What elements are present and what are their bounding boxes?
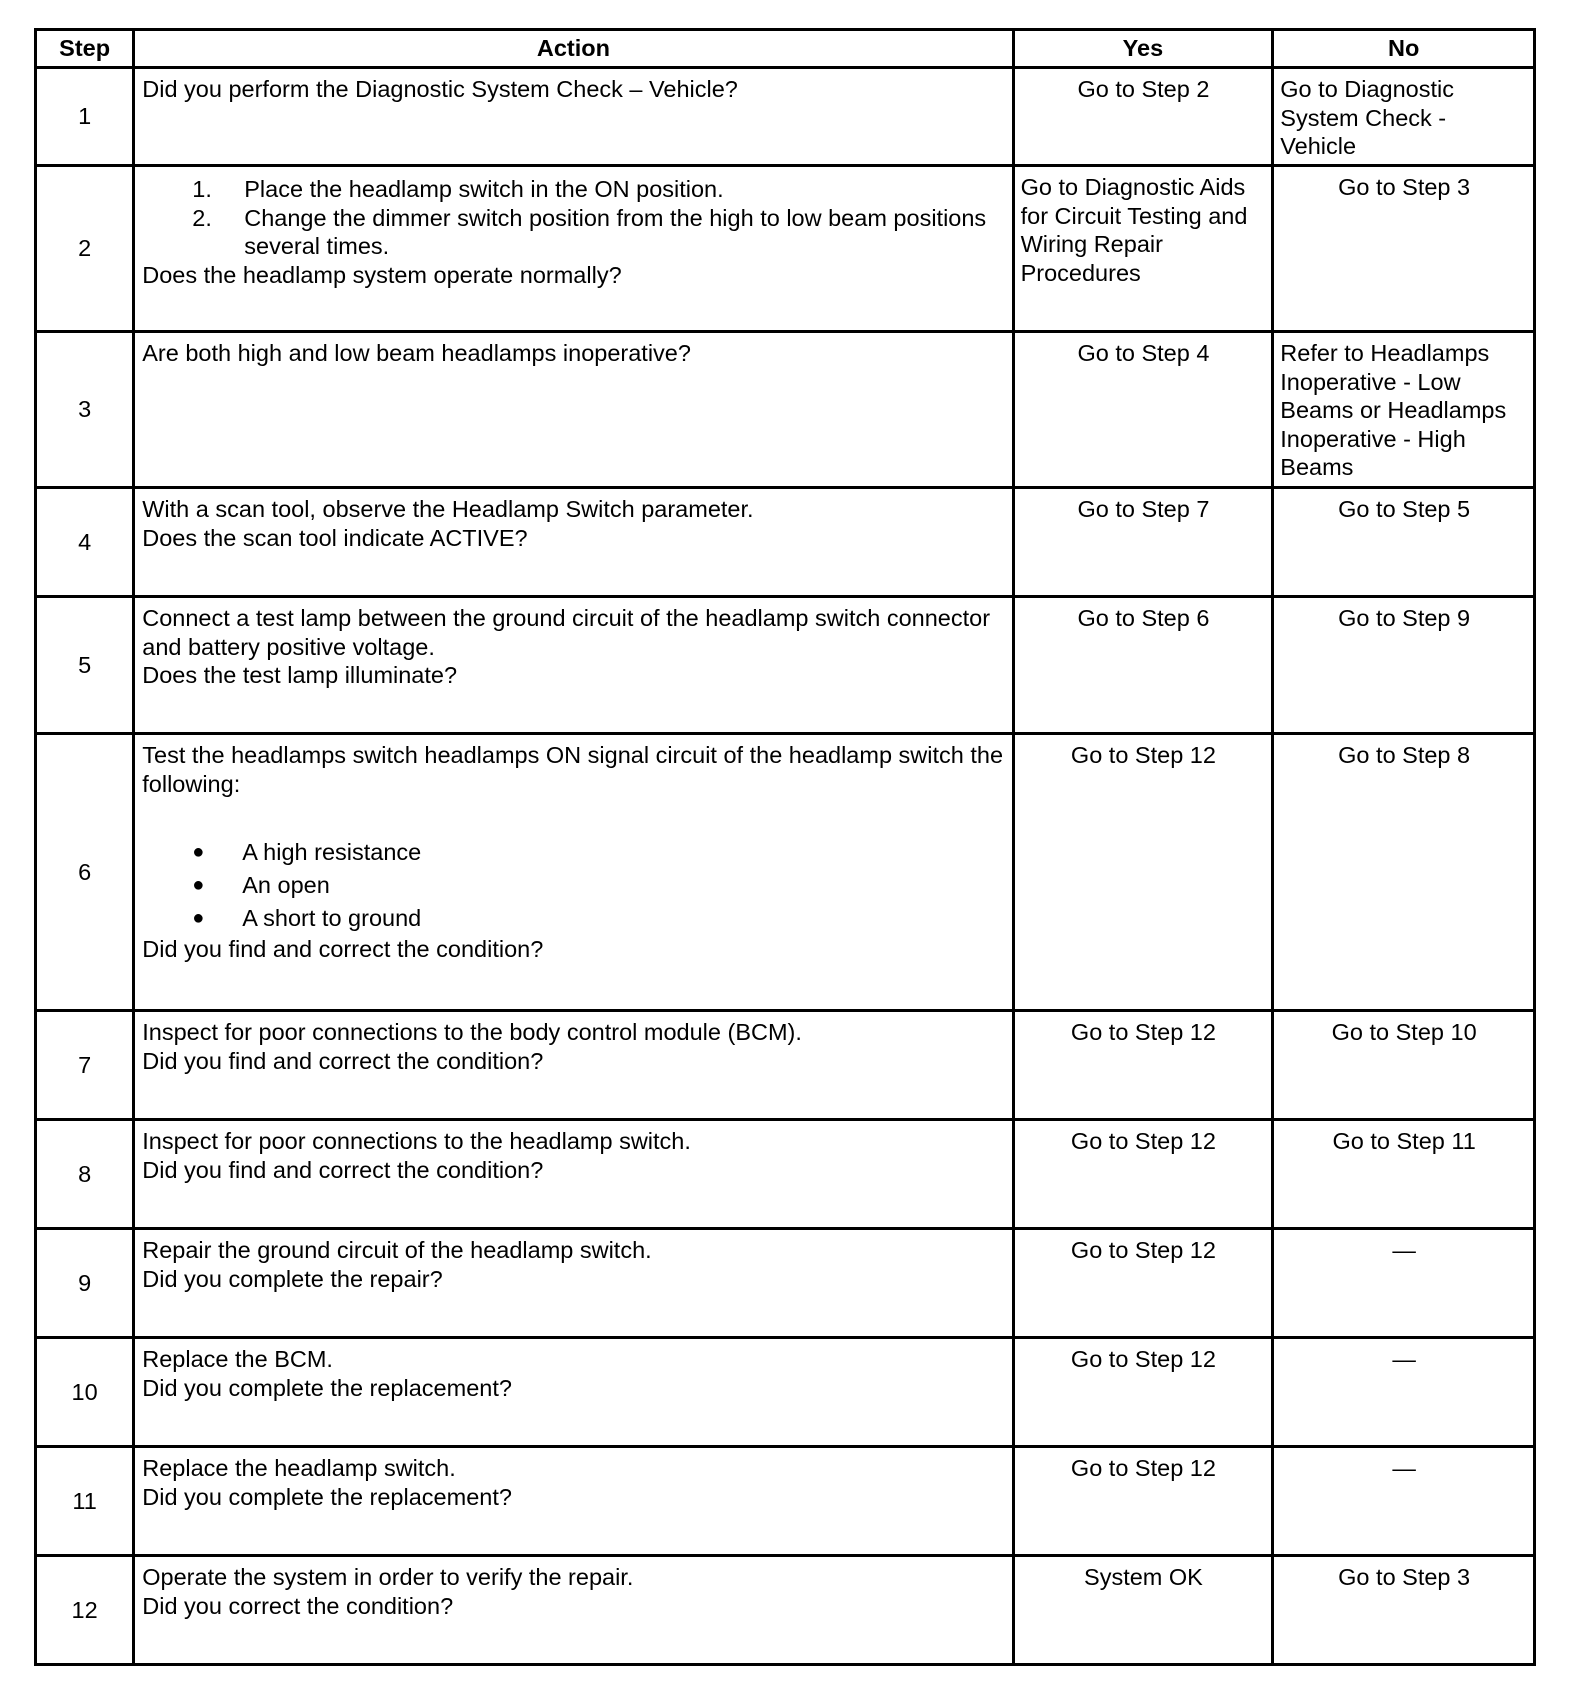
list-item: [142, 175, 1005, 204]
question-text: Did you complete the repair?: [142, 1265, 443, 1292]
list-item-text: An open: [242, 872, 330, 899]
action-cell: [134, 332, 1013, 488]
action-text: With a scan tool, observe the Headlamp Switch parameter.: [142, 496, 754, 522]
yes-text: Go to Step 2: [1077, 76, 1210, 102]
action-text: Replace the BCM.: [142, 1346, 333, 1372]
table-row: [36, 597, 1535, 734]
table-row: [36, 1447, 1535, 1556]
list-item-number: 1.: [192, 176, 212, 202]
header-yes: Yes: [1013, 30, 1273, 68]
action-text: Inspect for poor connections to the headlamp switch.: [142, 1128, 691, 1154]
question-text: Did you correct the condition?: [142, 1592, 454, 1619]
bullet-icon: ●: [192, 874, 205, 897]
yes-text: Go to Step 12: [1070, 1346, 1216, 1372]
list-item: [142, 902, 1005, 935]
table-row: [36, 1229, 1535, 1338]
no-text: —: [1392, 1346, 1416, 1372]
list-item: [142, 204, 1005, 261]
question-text: Does the headlamp system operate normally?: [142, 261, 622, 288]
no-cell: [1273, 1011, 1535, 1120]
numbered-list: [142, 175, 1005, 261]
yes-cell: [1013, 1338, 1273, 1447]
yes-cell: [1013, 734, 1273, 1011]
no-text: Go to Step 9: [1338, 605, 1471, 631]
no-text: Go to Step 11: [1332, 1128, 1476, 1154]
no-cell: [1273, 734, 1535, 1011]
no-text: Go to Step 10: [1331, 1019, 1477, 1045]
yes-cell: [1013, 488, 1273, 597]
table-row: [36, 166, 1535, 332]
yes-cell: [1013, 1229, 1273, 1338]
action-cell: [134, 1338, 1013, 1447]
yes-cell: [1013, 68, 1273, 166]
step-number: 1: [36, 68, 134, 166]
step-number: 10: [36, 1338, 134, 1447]
yes-text: Go to Step 4: [1077, 340, 1210, 366]
question-text: Did you find and correct the condition?: [142, 1156, 544, 1183]
action-cell: [134, 1229, 1013, 1338]
no-cell: [1273, 332, 1535, 488]
yes-cell: [1013, 1556, 1273, 1665]
question-text: Did you find and correct the condition?: [142, 1047, 544, 1074]
step-number: 3: [36, 332, 134, 488]
list-item-text: Change the dimmer switch position from the high to low beam positions several times.: [244, 204, 987, 259]
yes-cell: [1013, 166, 1273, 332]
question-text: Does the test lamp illuminate?: [142, 662, 458, 688]
table-row: [36, 68, 1535, 166]
table-row: [36, 734, 1535, 1011]
step-number: 4: [36, 488, 134, 597]
action-cell: [134, 1556, 1013, 1665]
yes-text: Go to Step 12: [1070, 1455, 1216, 1481]
table-row: [36, 1338, 1535, 1447]
table-header-row: [36, 30, 1535, 68]
diagnostic-table: [34, 28, 1536, 1666]
list-item-text: A short to ground: [242, 905, 422, 932]
action-text: Repair the ground circuit of the headlamp switch.: [142, 1237, 652, 1263]
bullet-icon: ●: [192, 907, 205, 930]
action-text: Operate the system in order to verify the repair.: [142, 1564, 634, 1590]
header-step: Step: [36, 30, 134, 68]
no-cell: [1273, 597, 1535, 734]
table-row: [36, 488, 1535, 597]
action-text: Connect a test lamp between the ground circuit of the headlamp switch connector and battery positive voltage.: [142, 605, 991, 660]
table-row: [36, 1120, 1535, 1229]
list-item-text: Place the headlamp switch in the ON position.: [244, 176, 724, 202]
step-number: 12: [36, 1556, 134, 1665]
yes-text: Go to Step 12: [1070, 1019, 1216, 1045]
no-text: —: [1392, 1455, 1416, 1481]
yes-text: Go to Step 6: [1077, 605, 1210, 631]
no-text: Go to Step 3: [1338, 174, 1471, 200]
yes-cell: [1013, 1120, 1273, 1229]
bullet-list: [142, 836, 1005, 935]
yes-cell: [1013, 1447, 1273, 1556]
step-number: 11: [36, 1447, 134, 1556]
table-row: [36, 1011, 1535, 1120]
yes-text: System OK: [1084, 1564, 1203, 1590]
action-text: Are both high and low beam headlamps inoperative?: [142, 340, 691, 366]
no-cell: [1273, 1120, 1535, 1229]
no-text: Go to Step 8: [1338, 742, 1471, 768]
action-cell: [134, 166, 1013, 332]
header-action: Action: [134, 30, 1013, 68]
yes-text: Go to Step 12: [1070, 742, 1216, 768]
yes-cell: [1013, 597, 1273, 734]
no-text: Go to Step 3: [1338, 1564, 1471, 1590]
step-number: 6: [36, 734, 134, 1011]
action-text: Replace the headlamp switch.: [142, 1455, 456, 1481]
no-text: Go to Diagnostic System Check - Vehicle: [1280, 76, 1455, 159]
no-cell: [1273, 1338, 1535, 1447]
question-text: Did you complete the replacement?: [142, 1483, 512, 1510]
yes-cell: [1013, 332, 1273, 488]
yes-text: Go to Diagnostic Aids for Circuit Testing and Wiring Repair Procedures: [1020, 174, 1248, 286]
step-number: 9: [36, 1229, 134, 1338]
table-row: [36, 1556, 1535, 1665]
action-cell: [134, 1011, 1013, 1120]
list-item: [142, 836, 1005, 869]
yes-text: Go to Step 7: [1077, 496, 1210, 522]
no-cell: [1273, 1447, 1535, 1556]
list-item-number: 2.: [192, 204, 212, 231]
action-text: Test the headlamps switch headlamps ON signal circuit of the headlamp switch the following:: [142, 742, 1004, 797]
bullet-icon: ●: [192, 841, 205, 864]
header-no: No: [1273, 30, 1535, 68]
no-cell: [1273, 1229, 1535, 1338]
step-number: 2: [36, 166, 134, 332]
no-text: Refer to Headlamps Inoperative - Low Beams or Headlamps Inoperative - High Beams: [1280, 340, 1507, 480]
action-cell: [134, 734, 1013, 1011]
no-text: —: [1392, 1237, 1416, 1263]
action-cell: [134, 597, 1013, 734]
no-text: Go to Step 5: [1338, 496, 1471, 522]
step-number: 5: [36, 597, 134, 734]
action-text: Did you perform the Diagnostic System Check – Vehicle?: [142, 76, 738, 102]
action-text: Inspect for poor connections to the body control module (BCM).: [142, 1019, 802, 1045]
yes-text: Go to Step 12: [1070, 1128, 1216, 1154]
no-cell: [1273, 166, 1535, 332]
no-cell: [1273, 68, 1535, 166]
action-cell: [134, 1120, 1013, 1229]
no-cell: [1273, 1556, 1535, 1665]
question-text: Did you complete the replacement?: [142, 1374, 512, 1401]
list-item-text: A high resistance: [242, 839, 422, 866]
question-text: Does the scan tool indicate ACTIVE?: [142, 524, 528, 551]
action-cell: [134, 488, 1013, 597]
yes-cell: [1013, 1011, 1273, 1120]
yes-text: Go to Step 12: [1070, 1237, 1216, 1263]
action-cell: [134, 68, 1013, 166]
action-cell: [134, 1447, 1013, 1556]
step-number: 8: [36, 1120, 134, 1229]
table-row: [36, 332, 1535, 488]
question-text: Did you find and correct the condition?: [142, 936, 544, 962]
no-cell: [1273, 488, 1535, 597]
step-number: 7: [36, 1011, 134, 1120]
list-item: [142, 869, 1005, 902]
